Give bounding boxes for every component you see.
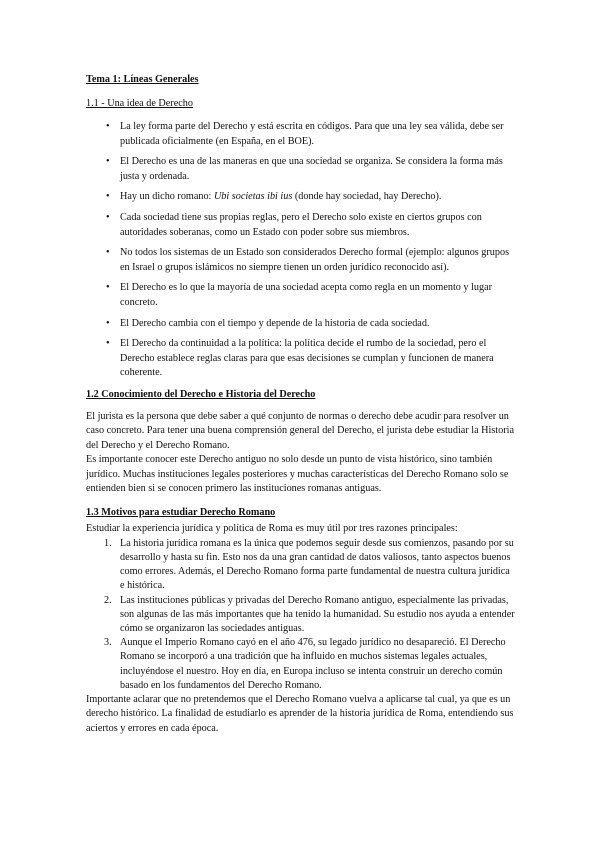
reasons-list [86, 537, 516, 693]
bullet-icon: • [106, 191, 110, 203]
bullet-item: • El Derecho es una de las maneras en que una sociedad se organiza. Se considera la forma más justa y ordenada. [106, 156, 503, 182]
bullet-icon: • [106, 121, 110, 132]
bullet-icon: • [106, 282, 110, 294]
bullet-item: • Cada sociedad tiene sus propias reglas, pero el Derecho solo existe en ciertos grupos con autoridades soberanas, como un Estado con poder sobre sus miembros. [106, 211, 482, 238]
bullet-item: • No todos los sistemas de un Estado son considerados Derecho formal (ejemplo: algunos grupos en Israel o grupos islámicos no siempre tienen un orden jurídico reconocido así). [106, 247, 510, 273]
reason-number: 2. [104, 594, 112, 606]
section-heading-1-2: 1.2 Conocimiento del Derecho e Historia del Derecho [86, 388, 316, 400]
bullet-item: • El Derecho es lo que la mayoría de una sociedad acepta como regla en un momento y lugar concreto. [106, 282, 492, 308]
bullet-icon: • [106, 317, 110, 329]
bullet-item: • La ley forma parte del Derecho y está escrita en códigos. Para que una ley sea válida, debe ser publicada oficialmente (en España, en el BOE). [106, 121, 504, 147]
reason-number: 3. [104, 637, 112, 649]
section-1-2-paragraph: Es importante conocer este Derecho antiguo no solo desde un punto de vista histórico, sino también jurídico. Muchas instituciones legales posteriores y muchas características del Derecho Romano solo se entienden bien si se conocen primero las instituciones romanas antiguas. [86, 454, 509, 494]
reason-item: 2. Las instituciones públicas y privadas del Derecho Romano antiguo, especialmente las privadas, son algunas de las más importantes que ha tenido la humanidad. Su estudio nos ayuda a entender cómo se organizaron las sociedades antiguas. [104, 594, 515, 634]
section-heading-1-1: 1.1 - Una idea de Derecho [86, 98, 193, 109]
bullet-item: • El Derecho da continuidad a la política: la política decide el rumbo de la sociedad, pero el Derecho establece reglas claras para que esas decisiones se cumplan y funcionen de manera coherente. [106, 338, 494, 379]
reason-number: 1. [104, 537, 112, 549]
section-1-1-bullet-list [86, 120, 516, 381]
section-1-2-paragraph: El jurista es la persona que debe saber a qué conjunto de normas o derecho debe acudir para resolver un caso concreto. Para tener una buena comprensión general del Derecho, el jurista debe estudiar la Historia del Derecho y el Derecho Romano. [86, 410, 514, 451]
reason-item: 3. Aunque el Imperio Romano cayó en el año 476, su legado jurídico no desapareció. El Derecho Romano se incorporó a una tradición que ha influido en muchos sistemas legales actuales, incluyéndose el nuestro. Hoy en día, en Europa incluso se intenta construir un derecho común basado en los fundamentos del Derecho Romano. [104, 637, 506, 691]
bullet-item: • Hay un dicho romano: Ubi societas ibi ius (donde hay sociedad, hay Derecho). [86, 190, 516, 205]
section-1-3-intro: Estudiar la experiencia jurídica y política de Roma es muy útil por tres razones principales: [86, 523, 458, 535]
bullet-icon: • [106, 338, 110, 350]
bullet-icon: • [106, 211, 110, 223]
bullet-icon: • [106, 247, 110, 259]
reason-item: 1. La historia jurídica romana es la única que podemos seguir desde sus comienzos, pasando por su desarrollo y hasta su fin. Esto nos da una gran cantidad de datos valiosos, tanto aspectos buenos como errores. Además, el Derecho Romano forma parte fundamental de nuestra cultura jurídica e histórica. [104, 537, 514, 592]
bullet-item: • El Derecho cambia con el tiempo y depende de la historia de cada sociedad. [86, 317, 516, 332]
latin-maxim: Ubi societas ibi ius [213, 191, 293, 203]
section-1-3-closing: Importante aclarar que no pretendemos que el Derecho Romano vuelva a aplicarse tal cual, ya que es un derecho histórico. La finalidad de estudiarlo es aprender de la historia jurídica de Roma, entendiendo sus aciertos y errores en cada época. [86, 693, 514, 734]
document-title: Tema 1: Líneas Generales [86, 74, 199, 85]
document-page [86, 72, 516, 736]
bullet-icon: • [106, 156, 110, 168]
section-heading-1-3: 1.3 Motivos para estudiar Derecho Romano [86, 507, 276, 519]
